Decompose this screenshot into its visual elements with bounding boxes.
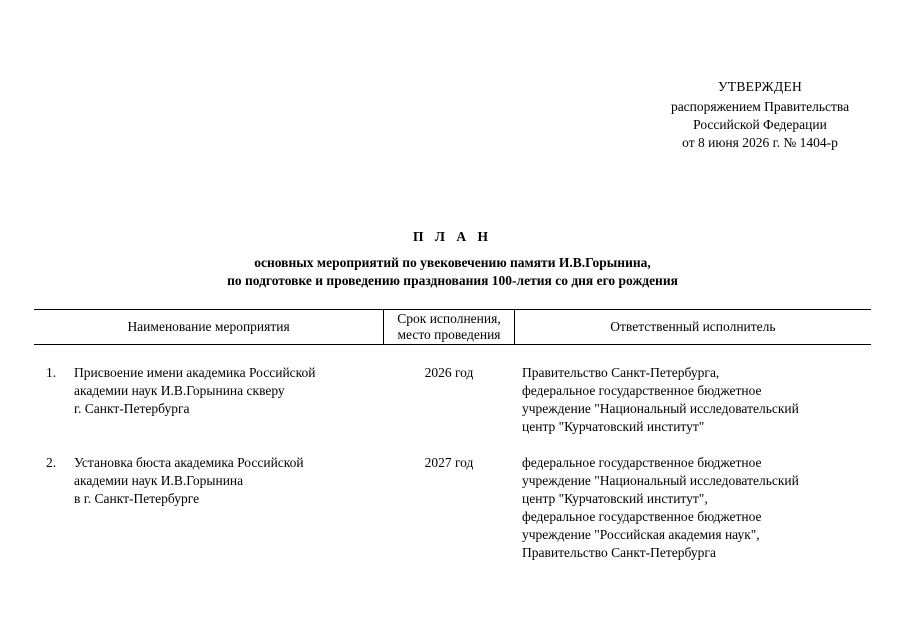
column-header-term (383, 310, 515, 344)
plan-heading: П Л А Н (413, 229, 492, 244)
row-event-name-line: в г. Санкт-Петербурге (74, 491, 200, 506)
row-responsible-line: учреждение "Российская академия наук", (522, 527, 760, 542)
row-number: 1. (46, 365, 57, 380)
approval-date-line: от 8 июня 2026 г. № 1404-р (682, 135, 838, 150)
row-event-name (74, 454, 384, 562)
row-responsible-line: Правительство Санкт-Петербурга (522, 545, 716, 560)
row-number: 2. (46, 455, 57, 470)
table-row (34, 454, 871, 562)
row-responsible-line: федеральное государственное бюджетное (522, 509, 762, 524)
row-event-name-line: Установка бюста академика Российской (74, 455, 304, 470)
column-header-name: Наименование мероприятия (127, 319, 290, 334)
column-header-term-line: Срок исполнения, (397, 311, 501, 326)
row-term: 2026 год (424, 365, 474, 380)
row-event-name (74, 364, 384, 454)
plan-title-block (0, 228, 905, 290)
column-header-responsible: Ответственный исполнитель (610, 319, 776, 334)
table-header (34, 309, 871, 345)
approval-stamp (640, 78, 880, 152)
row-responsible-line: Правительство Санкт-Петербурга, (522, 365, 720, 380)
row-event-name-line: академии наук И.В.Горынина (74, 473, 244, 488)
row-responsible (514, 364, 871, 454)
approval-title: УТВЕРЖДЕН (717, 79, 803, 94)
row-responsible-line: федеральное государственное бюджетное (522, 455, 762, 470)
row-responsible-line: учреждение "Национальный исследовательский (522, 473, 799, 488)
row-event-name-line: Присвоение имени академика Российской (74, 365, 316, 380)
plan-subtitle-line: основных мероприятий по увековечению памяти И.В.Горынина, (254, 255, 651, 270)
approval-line: Российской Федерации (693, 117, 827, 132)
row-responsible-line: центр "Курчатовский институт" (522, 419, 705, 434)
row-event-name-line: академии наук И.В.Горынина скверу (74, 383, 285, 398)
row-responsible (514, 454, 871, 562)
plan-subtitle-line: по подготовке и проведению празднования 100-летия со дня его рождения (227, 273, 678, 288)
row-responsible-line: федеральное государственное бюджетное (522, 383, 762, 398)
row-term: 2027 год (424, 455, 474, 470)
plan-table (34, 309, 871, 562)
approval-line: распоряжением Правительства (670, 99, 850, 114)
row-event-name-line: г. Санкт-Петербурга (74, 401, 190, 416)
row-responsible-line: центр "Курчатовский институт", (522, 491, 708, 506)
column-header-term-line: место проведения (397, 327, 501, 342)
row-responsible-line: учреждение "Национальный исследовательский (522, 401, 799, 416)
table-row (34, 364, 871, 454)
